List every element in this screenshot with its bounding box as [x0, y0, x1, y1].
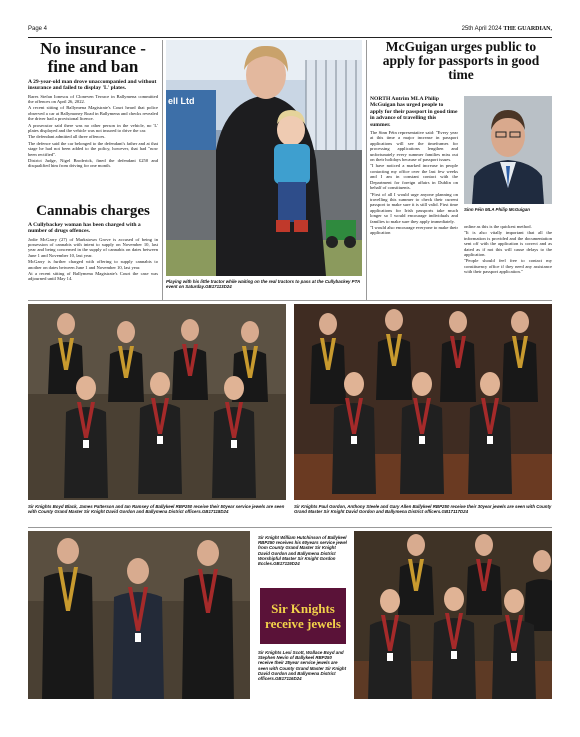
insurance-headline: No insurance - fine and ban: [40, 39, 146, 76]
mla-portrait: [464, 96, 552, 204]
group-photo-25year: [354, 531, 552, 699]
cannabis-paragraph: At a recent sitting of Ballymena Magistrate's Court the case was adjourned until May 14.: [28, 271, 158, 282]
cannabis-body: [28, 237, 158, 282]
cannabis-paragraph: McGarry is further charged with offering to supply cannabis to another on dates between June 1 and November 10, last year.: [28, 259, 158, 270]
group-photo-60year: [28, 531, 250, 699]
group-photo-image: [354, 531, 552, 699]
masthead-date: [462, 26, 552, 32]
cannabis-headline: Cannabis charges: [36, 203, 150, 219]
insurance-standfirst: A 29-year-old man drove unaccompanied and without insurance and failed to display 'L' plates.: [28, 78, 157, 92]
cannabis-paragraph: Jodie McGarry (27) of Markstown Grove is accused of being in possession of cannabis with intent to supply on November 10, last year and being concerned in the supply of cannabis on dates between June 1 and November 10, last year.: [28, 236, 158, 258]
insurance-body: [28, 94, 158, 169]
portrait-caption: Sinn Féin MLA Philip McGuigan: [464, 207, 530, 212]
passport-paragraph: "It is also vitally important that all the information is provided and the documentation sent off with the application is correct and as dated as if not this will cause delays to the application.: [464, 230, 552, 258]
passport-paragraph: "I would also encourage everyone to make their application: [370, 224, 458, 236]
column-divider: [366, 40, 367, 300]
insurance-paragraph: A prosecutor said there was no other person in the vehicle, no 'L' plates displayed and the vehicle was not insured to drive the car.: [28, 122, 158, 133]
passport-standfirst: NORTH Antrim MLA Philip McGuigan has urged people to apply for their passport in good time in advance of travelling this summer.: [370, 96, 458, 128]
cannabis-article: [28, 204, 158, 283]
tractor-photo-caption: Playing with his little tractor while waiting on the real tractors to pass at the Cullybackey PTA event on Saturday.GB17113D24: [166, 279, 360, 290]
page-number: Page 4: [28, 26, 48, 32]
portrait-image: [464, 96, 552, 204]
section-divider: [28, 527, 552, 528]
passport-paragraph: "People should feel free to contact my constituency office if they need any assistance with their passport application.": [464, 258, 552, 275]
group-photo-50year-caption: Sir Knights Boyd Black, James Patterson and Ian Ramsey of Ballykeel RBP250 receive their 50year service jewels are seen with County Grand Master Sir Knight David Gordon and Ballymena District officers.GB17118D24: [28, 504, 285, 515]
insurance-paragraph: District Judge, Nigel Broderick, fined the defendant £250 and disqualified him from driving for one month.: [28, 157, 158, 169]
insurance-article: [28, 40, 158, 170]
insurance-paragraph: A recent sitting of Ballymena Magistrate's Court heard that police observed a car at Ballymoney Road in Ballymena and checks revealed the driver had a provisional licence.: [28, 105, 158, 122]
feature-box-title: Sir Knights receive jewels: [265, 601, 341, 631]
group-photo-image: [294, 304, 552, 500]
paper-name: THE GUARDIAN,: [503, 26, 552, 32]
insurance-paragraph: Rares Stefan Ionescu of Cloneven Terrace in Ballymena committed the offences on April 26, 2022.: [28, 93, 158, 104]
passport-paragraph: "First of all I would urge anyone planning on travelling this summer to check their current passport to make sure it is still valid. First time applications for Irish passports take much longer so I would encourage individuals and families to make sure they apply immediately.: [370, 191, 458, 224]
group-photo-60year-caption: Sir Knight William Hutchinson of Ballykeel RBP250 receives his 60years service jewel from County Grand Master Sir Knight David Gordon and Ballymena District Worshipful Master Sir Knight Gordon Eccles.GB17119D24: [258, 535, 347, 567]
passport-body: [370, 130, 458, 236]
passport-paragraph: online as this is the quickest method.: [464, 224, 532, 229]
tractor-photo-image: [166, 40, 362, 276]
passport-paragraph: The Sinn Féin representative said: "Every year at this time a major increase in passport applications will see the timeframes for processing applications lengthen and unfortunately every summer families miss out on their holidays because of passport issues.: [370, 130, 458, 163]
feature-box: [260, 588, 346, 644]
issue-date: 25th April 2024: [461, 26, 502, 32]
passport-headline: McGuigan urges public to apply for passports in good time: [382, 39, 540, 83]
passport-continued: [464, 224, 552, 276]
group-photo-25year-caption: Sir Knights Lexi Scott, Wallace Boyd and Stephen Nevin of Ballykeel RBP250 receive their 25year service jewels are seen with County Grand Master Sir Knight David Gordon and Ballymena District officers.GB17116D24: [258, 650, 347, 682]
insurance-paragraph: The defence said the car belonged to the defendant's father and at that stage he had not been added to the policy, however, that had "now been rectified".: [28, 140, 158, 157]
group-photo-50year: [28, 304, 286, 500]
background-sign: ell Ltd: [168, 96, 195, 106]
tractor-photo: [166, 40, 362, 276]
page-header: [28, 24, 552, 38]
group-photo-image: [28, 531, 250, 699]
passport-article: [370, 40, 552, 83]
group-photo-30year: [294, 304, 552, 500]
group-photo-image: [28, 304, 286, 500]
passport-main-column: [370, 96, 458, 237]
cannabis-standfirst: A Cullybackey woman has been charged with a number of drugs offences.: [28, 221, 141, 235]
passport-paragraph: "I have noticed a marked increase in people contacting my office over the last few weeks and I am in constant contact with the Department for foreign affairs in Dublin on behalf of constituents.: [370, 163, 458, 191]
insurance-paragraph: The defendant admitted all three offences.: [28, 134, 106, 140]
column-divider: [162, 40, 163, 300]
group-photo-30year-caption: Sir Knights Paul Gordon, Anthony Steele and Gary Allen Ballykeel RBP250 receive their 30year jewels are seen with County Grand Master Sir Knight David Gordon and Ballymena District officers.GB17117D24: [294, 504, 552, 515]
section-divider: [28, 300, 552, 301]
